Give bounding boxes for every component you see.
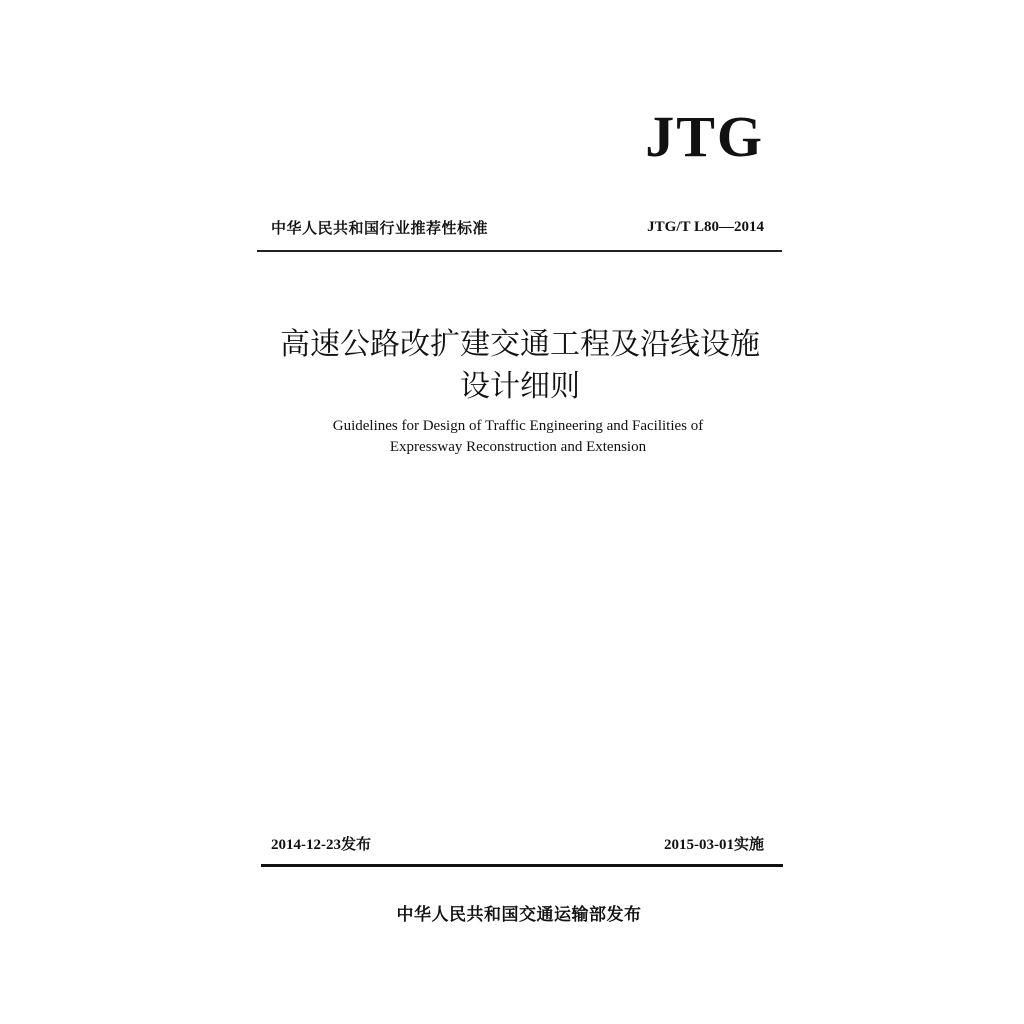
implementation-label: 实施 — [733, 835, 764, 853]
standard-number: JTG/T L80—2014 — [647, 219, 764, 235]
title-zh-line2: 设计细则 — [460, 369, 580, 404]
standard-category: 中华人民共和国行业推荐性标准 — [271, 219, 489, 237]
footer-divider — [261, 864, 783, 867]
implementation-date: 2015-03-01 — [663, 837, 734, 853]
series-mark: JTG — [645, 104, 764, 169]
title-zh-line1: 高速公路改扩建交通工程及沿线设施 — [280, 327, 760, 362]
issue-label: 发布 — [341, 835, 372, 853]
issue-date: 2014-12-23 — [271, 837, 341, 853]
issue-date-block — [271, 833, 371, 854]
implementation-date-block — [664, 833, 764, 854]
title-en-line1: Guidelines for Design of Traffic Engineering and Facilities of — [332, 418, 704, 434]
title-en-line2: Expressway Reconstruction and Extension — [389, 439, 647, 455]
publisher: 中华人民共和国交通运输部发布 — [396, 905, 642, 925]
header-divider — [257, 250, 782, 252]
